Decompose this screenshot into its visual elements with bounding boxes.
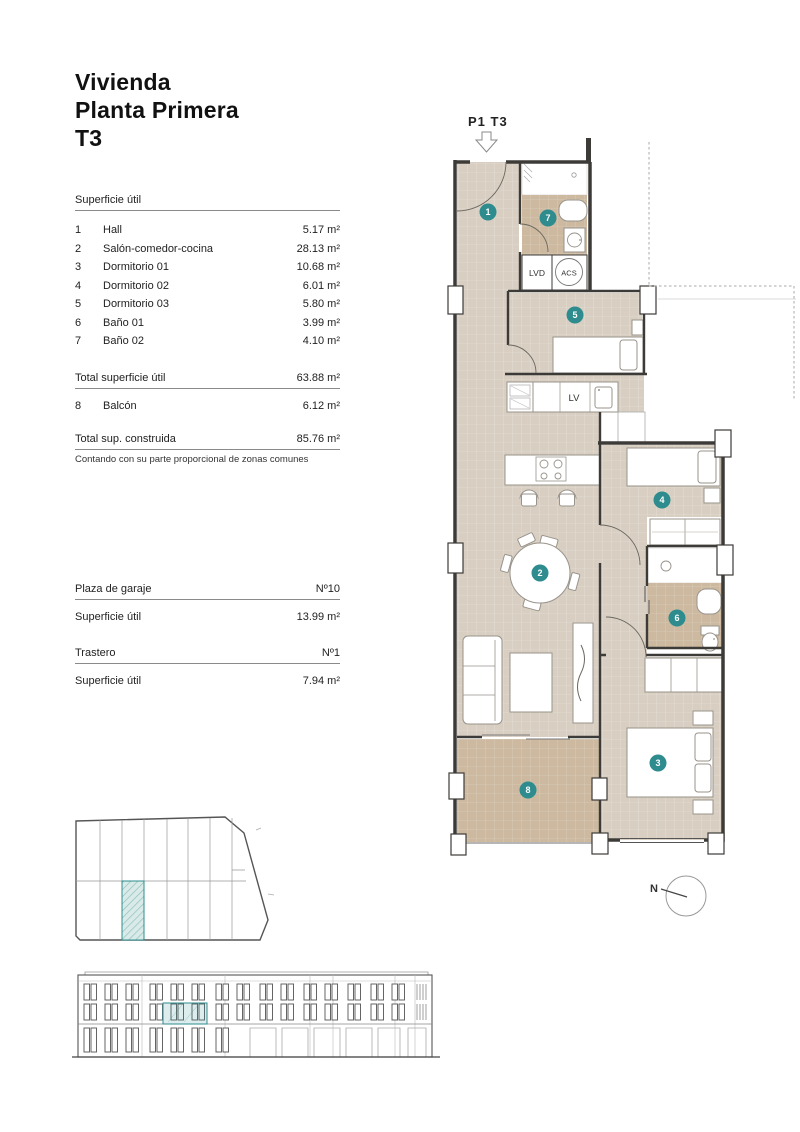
fridge-column-icon	[618, 412, 645, 443]
svg-text:6: 6	[674, 613, 680, 624]
lv-label: LV	[568, 393, 580, 404]
svg-text:1: 1	[485, 207, 491, 218]
coffee-table-icon	[510, 653, 552, 712]
row-name: Salón-comedor-cocina	[103, 242, 214, 255]
row-num: 4	[75, 279, 82, 292]
garage-number: Nº10	[315, 583, 340, 595]
table-row	[75, 298, 340, 317]
party-wall-stub	[586, 138, 591, 162]
north-needle	[661, 889, 687, 897]
table-row	[75, 317, 340, 336]
total-value: 63.88 m²	[296, 372, 340, 384]
wardrobe-dorm02	[650, 519, 720, 545]
north-compass	[650, 876, 706, 916]
storage-area-value: 7.94 m²	[302, 675, 340, 687]
highlighted-unit	[122, 881, 144, 940]
row-value: 6.12 m²	[302, 400, 340, 412]
row-value: 5.80 m²	[302, 298, 340, 310]
svg-text:4: 4	[659, 495, 665, 506]
total-label: Total superficie útil	[75, 372, 166, 384]
garage-label: Plaza de garaje	[75, 583, 152, 595]
north-label: N	[650, 883, 658, 895]
tv-unit-icon	[573, 623, 593, 723]
table-row	[75, 243, 340, 262]
row-value: 6.01 m²	[302, 279, 340, 292]
svg-text:8: 8	[525, 785, 531, 796]
total-util-row	[75, 372, 340, 389]
row-name: Baño 02	[103, 335, 144, 347]
garage-area-label: Superficie útil	[75, 611, 142, 623]
room-badge-dorm02	[654, 492, 671, 509]
storage-area-label: Superficie útil	[75, 675, 142, 687]
table-row	[75, 261, 340, 280]
unit-label: P1 T3	[468, 114, 508, 129]
row-num: 6	[75, 316, 82, 329]
svg-text:2: 2	[537, 568, 543, 579]
building-outline	[76, 817, 268, 940]
room-badge-dorm03	[567, 307, 584, 324]
room-badge-salon	[532, 565, 549, 582]
row-value: 4.10 m²	[302, 335, 340, 347]
row-value: 3.99 m²	[302, 316, 340, 329]
bath-01-dry-area	[647, 548, 723, 583]
entrance-arrow-icon	[476, 132, 497, 152]
row-name: Balcón	[103, 400, 137, 412]
title-line-3: T3	[75, 125, 103, 151]
table-note: Contando con su parte proporcional de zonas comunes	[75, 454, 309, 465]
row-name: Dormitorio 03	[103, 298, 170, 310]
laundry-closet	[522, 255, 587, 290]
row-value: 5.17 m²	[302, 224, 340, 236]
storage-label: Trastero	[75, 647, 116, 659]
storage-area-row	[75, 675, 340, 687]
room-badge-hall	[480, 204, 497, 221]
title-line-2: Planta Primera	[75, 97, 239, 123]
garage-area-value: 13.99 m²	[296, 611, 340, 623]
storage-number: Nº1	[321, 647, 340, 659]
highlighted-apartment	[163, 1003, 207, 1024]
built-label: Total sup. construida	[75, 433, 176, 445]
svg-text:5: 5	[572, 310, 578, 321]
garage-row	[75, 583, 340, 600]
oven-column-icon	[507, 382, 533, 412]
acs-label: ACS	[561, 268, 577, 278]
row-name: Baño 01	[103, 316, 144, 329]
building-elevation	[60, 960, 450, 1080]
kitchen-sink-icon	[595, 387, 612, 408]
row-name: Hall	[103, 224, 122, 236]
property-boundary	[649, 142, 794, 400]
svg-text:3: 3	[655, 758, 661, 769]
title-line-1: Vivienda	[75, 69, 171, 95]
garage-area-row	[75, 611, 340, 623]
balcony-row	[75, 400, 340, 419]
bathtub-icon	[697, 589, 721, 614]
room-badge-dorm01	[650, 755, 667, 772]
lvd-label: LVD	[529, 268, 545, 278]
site-plan	[60, 810, 275, 950]
bar-stool-icon	[558, 490, 576, 506]
sofa-icon	[463, 636, 502, 724]
table-row	[75, 280, 340, 299]
table-row	[75, 335, 340, 354]
total-built-row	[75, 433, 340, 450]
row-num: 7	[75, 335, 82, 347]
bar-stool-icon	[520, 490, 538, 506]
row-num: 2	[75, 242, 82, 255]
built-value: 85.76 m²	[296, 433, 340, 445]
page-title	[75, 68, 239, 152]
floor-plan	[440, 100, 800, 950]
room-badge-bano01	[669, 610, 686, 627]
table-row	[75, 224, 340, 243]
bathtub-icon	[559, 200, 587, 221]
row-value: 28.13 m²	[296, 242, 340, 255]
row-value: 10.68 m²	[296, 261, 340, 273]
surface-table-header: Superficie útil	[75, 194, 340, 211]
row-num: 8	[75, 400, 82, 412]
row-name: Dormitorio 02	[103, 279, 170, 292]
wardrobe-dorm01	[645, 658, 723, 692]
row-num: 3	[75, 261, 82, 273]
row-num: 5	[75, 298, 82, 310]
row-name: Dormitorio 01	[103, 261, 170, 273]
row-num: 1	[75, 224, 82, 236]
room-badge-balcon	[520, 782, 537, 799]
surface-table	[75, 224, 340, 354]
bath-02-dry-area	[522, 162, 587, 195]
svg-text:7: 7	[545, 213, 551, 224]
storage-row	[75, 647, 340, 664]
room-badge-bano02	[540, 210, 557, 227]
